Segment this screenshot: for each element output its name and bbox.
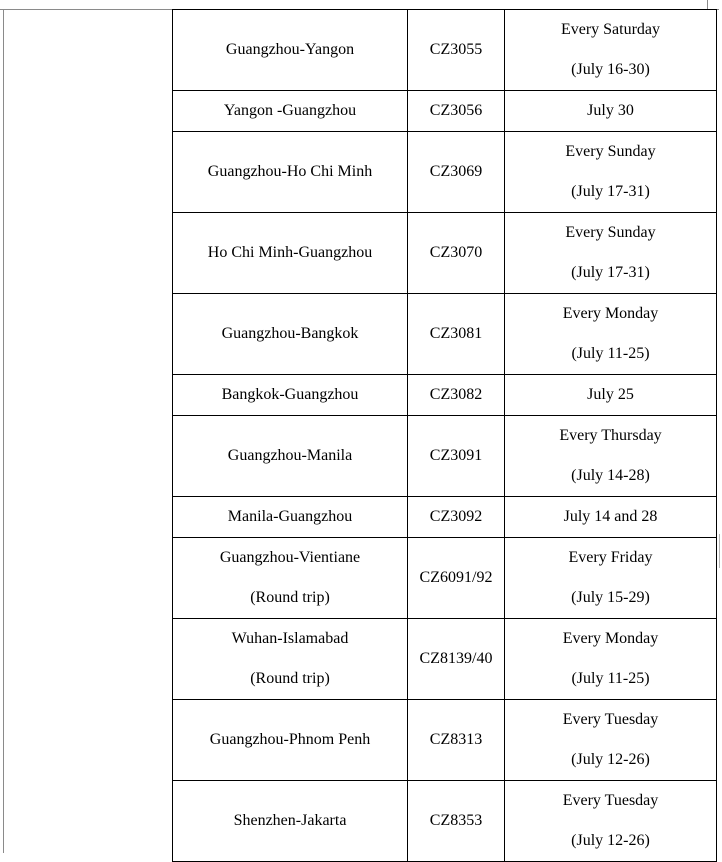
route-text: Guangzhou-Phnom Penh [209,731,371,748]
flight-number-text: CZ8139/40 [419,650,493,667]
schedule-text: (July 14-28) [571,467,650,484]
schedule-text: Every Monday [562,630,659,647]
schedule-text: Every Sunday [565,143,656,160]
route-text: Guangzhou-Ho Chi Minh [207,163,373,180]
table-row [173,416,717,497]
flight-schedule-table [172,9,717,862]
route-cell [173,91,408,132]
table-row [173,538,717,619]
table-frame-right-tick [719,534,720,568]
schedule-text: Every Thursday [559,427,662,444]
flight-number-cell [408,213,505,294]
flight-number-cell [408,91,505,132]
table-row [173,375,717,416]
schedule-cell [505,294,717,375]
schedule-cell [505,497,717,538]
schedule-text: (July 17-31) [571,183,650,200]
route-cell [173,781,408,862]
table-row [173,294,717,375]
schedule-text: July 30 [587,102,634,119]
flight-number-cell [408,538,505,619]
schedule-text: Every Tuesday [562,792,659,809]
flight-number-cell [408,10,505,91]
table-row [173,91,717,132]
route-cell [173,497,408,538]
flight-number-text: CZ3081 [429,325,483,342]
route-cell [173,700,408,781]
route-text: Guangzhou-Manila [227,447,353,464]
flight-number-text: CZ6091/92 [419,569,493,586]
schedule-text: (July 12-26) [571,751,650,768]
route-text: Wuhan-Islamabad [231,630,349,647]
table-row [173,10,717,91]
flight-number-cell [408,781,505,862]
schedule-text: (July 11-25) [571,670,650,687]
flight-number-cell [408,294,505,375]
schedule-cell [505,132,717,213]
table-row [173,619,717,700]
route-text: Shenzhen-Jakarta [233,812,347,829]
schedule-text: (July 16-30) [571,61,650,78]
schedule-text: (July 17-31) [571,264,650,281]
flight-number-text: CZ8353 [429,812,483,829]
schedule-text: Every Sunday [565,224,656,241]
schedule-text: (July 11-25) [571,345,650,362]
schedule-text: Every Tuesday [562,711,659,728]
schedule-cell [505,619,717,700]
flight-number-text: CZ3069 [429,163,483,180]
flight-number-text: CZ3091 [429,447,483,464]
route-cell [173,416,408,497]
route-text: Guangzhou-Vientiane [219,549,361,566]
schedule-text: Every Friday [568,549,653,566]
route-text: Ho Chi Minh-Guangzhou [207,244,373,261]
schedule-cell [505,781,717,862]
flight-number-cell [408,619,505,700]
schedule-cell [505,91,717,132]
flight-number-text: CZ8313 [429,731,483,748]
schedule-cell [505,375,717,416]
route-text: (Round trip) [250,670,330,687]
schedule-text: July 14 and 28 [563,508,658,525]
route-cell [173,619,408,700]
schedule-cell [505,213,717,294]
route-text: Yangon -Guangzhou [223,102,357,119]
schedule-text: (July 12-26) [571,832,650,849]
flight-number-cell [408,416,505,497]
flight-number-text: CZ3070 [429,244,483,261]
flight-number-cell [408,497,505,538]
schedule-cell [505,538,717,619]
schedule-text: Every Monday [562,305,659,322]
flight-number-cell [408,375,505,416]
route-text: Guangzhou-Bangkok [221,325,359,342]
schedule-text: (July 15-29) [571,589,650,606]
schedule-text: Every Saturday [560,21,661,38]
schedule-cell [505,416,717,497]
route-text: (Round trip) [250,589,330,606]
flight-number-text: CZ3092 [429,508,483,525]
route-cell [173,538,408,619]
route-cell [173,213,408,294]
route-text: Bangkok-Guangzhou [221,386,359,403]
schedule-text: July 25 [587,386,634,403]
schedule-cell [505,10,717,91]
route-cell [173,10,408,91]
route-text: Guangzhou-Yangon [225,41,355,58]
route-text: Manila-Guangzhou [227,508,353,525]
flight-number-text: CZ3056 [429,102,483,119]
route-cell [173,294,408,375]
route-cell [173,375,408,416]
table-row [173,781,717,862]
table-row [173,497,717,538]
flight-number-text: CZ3082 [429,386,483,403]
flight-number-text: CZ3055 [429,41,483,58]
flight-number-cell [408,132,505,213]
schedule-cell [505,700,717,781]
flight-rows [173,10,717,862]
route-cell [173,132,408,213]
table-row [173,700,717,781]
empty-first-column-cell [3,9,173,853]
table-row [173,213,717,294]
table-row [173,132,717,213]
flight-number-cell [408,700,505,781]
